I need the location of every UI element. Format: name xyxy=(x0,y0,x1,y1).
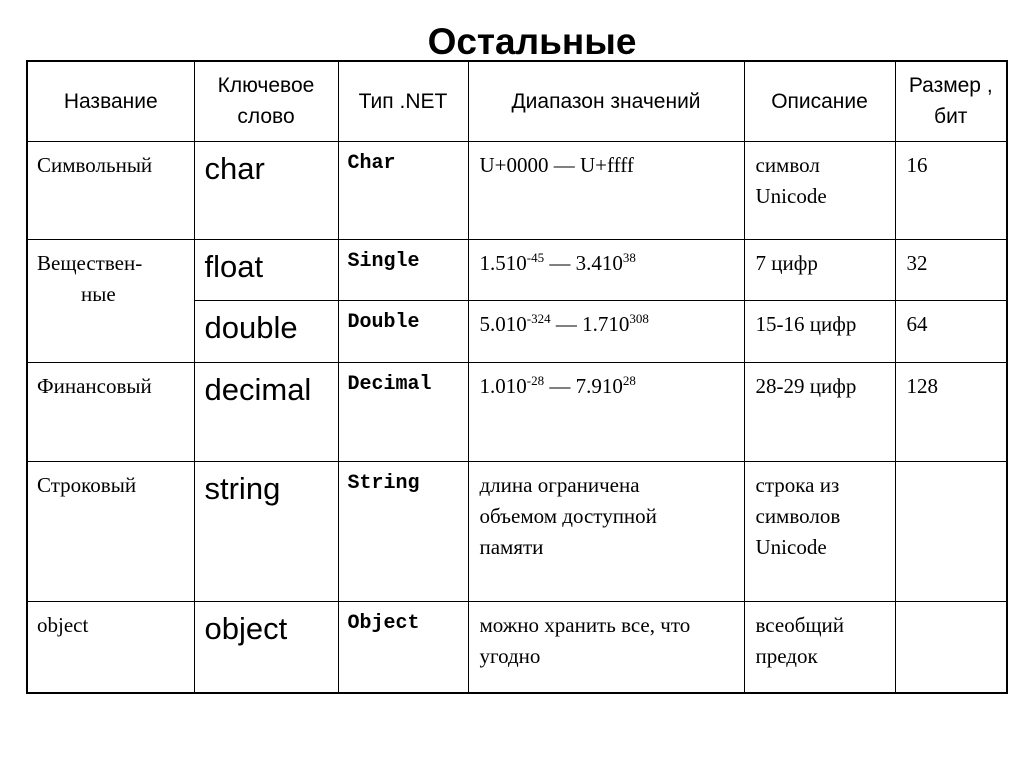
cell-range: можно хранить все, что угодно xyxy=(468,601,744,693)
cell-keyword: double xyxy=(194,300,338,362)
table-row xyxy=(27,601,1007,693)
cell-keyword: char xyxy=(194,141,338,239)
cell-size: 32 xyxy=(895,239,1007,300)
cell-keyword: object xyxy=(194,601,338,693)
cell-name: object xyxy=(27,601,194,693)
table-row xyxy=(27,141,1007,239)
cell-size xyxy=(895,601,1007,693)
data-types-table xyxy=(26,60,1008,694)
cell-description: 15-16 цифр xyxy=(744,300,895,362)
cell-size xyxy=(895,461,1007,601)
cell-name xyxy=(27,239,194,362)
cell-description: всеобщий предок xyxy=(744,601,895,693)
cell-net-type: String xyxy=(338,461,468,601)
page-title: Остальные xyxy=(427,21,637,62)
cell-range: $1.510^{-45}$ — 3.410$^{38}$ xyxy=(468,239,744,300)
cell-range: длина ограничена объемом доступной памяти xyxy=(468,461,744,601)
header-keyword: Ключевое слово xyxy=(194,61,338,141)
table-row xyxy=(27,461,1007,601)
cell-size: 64 xyxy=(895,300,1007,362)
cell-name: Финансовый xyxy=(27,362,194,461)
cell-size: 128 xyxy=(895,362,1007,461)
cell-description: 28-29 цифр xyxy=(744,362,895,461)
cell-name: Строковый xyxy=(27,461,194,601)
name-line-2: ные xyxy=(81,281,116,306)
cell-keyword: decimal xyxy=(194,362,338,461)
header-description: Описание xyxy=(744,61,895,141)
cell-range: $5.010^{-324}$ — 1.710$^{308}$ xyxy=(468,300,744,362)
cell-net-type: Char xyxy=(338,141,468,239)
cell-description: 7 цифр xyxy=(744,239,895,300)
table-row xyxy=(27,239,1007,300)
cell-keyword: string xyxy=(194,461,338,601)
cell-net-type: Single xyxy=(338,239,468,300)
table-row xyxy=(27,362,1007,461)
cell-size: 16 xyxy=(895,141,1007,239)
name-line-1: Веществен- xyxy=(37,250,143,275)
cell-range: U+0000 — U+ffff xyxy=(468,141,744,239)
header-size: Размер , бит xyxy=(895,61,1007,141)
cell-net-type: Double xyxy=(338,300,468,362)
cell-description: символ Unicode xyxy=(744,141,895,239)
cell-description: строка из символов Unicode xyxy=(744,461,895,601)
header-net-type: Тип .NET xyxy=(338,61,468,141)
header-row xyxy=(27,61,1007,141)
header-range: Диапазон значений xyxy=(468,61,744,141)
cell-net-type: Object xyxy=(338,601,468,693)
header-name: Название xyxy=(27,61,194,141)
cell-name: Символьный xyxy=(27,141,194,239)
cell-keyword: float xyxy=(194,239,338,300)
cell-range: $1.010^{-28}$ — 7.910$^{28}$ xyxy=(468,362,744,461)
cell-net-type: Decimal xyxy=(338,362,468,461)
